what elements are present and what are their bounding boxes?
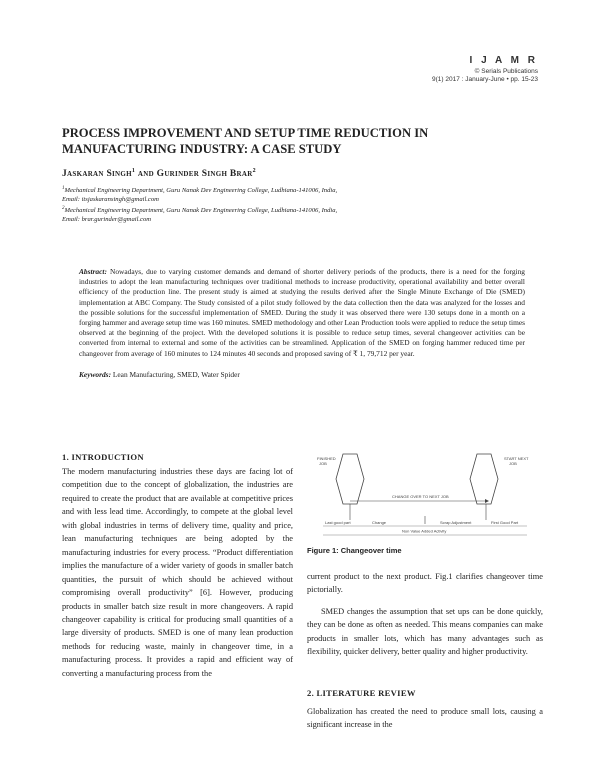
affiliation-1 xyxy=(62,184,482,204)
first-good-label: First Good Part xyxy=(491,520,519,525)
abstract-label: Abstract: xyxy=(79,267,107,276)
abstract xyxy=(79,267,525,359)
affiliation-2-email: Email: brar.gurinder@gmail.com xyxy=(62,216,152,224)
change-label: Change xyxy=(372,520,387,525)
right-paragraph-3: Globalization has created the need to produce small lots, causing a significant increase in the xyxy=(307,707,543,730)
changeover-label: CHANGE OVER TO NEXT JOB xyxy=(392,494,449,499)
authors-and: and xyxy=(135,169,157,180)
right-paragraph-2: SMED changes the assumption that set ups can be done quickly, they can be done as often as needed. This means companies can make products in smaller lots, which has many advantages such as flexibility, quicker delivery, better quality and higher productivity. xyxy=(307,607,543,657)
start-next-job-hexagon xyxy=(470,454,498,504)
author-1: Jaskaran Singh xyxy=(62,169,132,180)
abstract-text: Nowadays, due to varying customer demands and demand of shorter delivery periods of the products, there is a need for the forging industries to adopt the lean manufacturing techniques over traditional methods to increase productivity, operational availability and better overall efficiency of the production line. The present study is aimed at studying the results derived after the Single Minute Exchange of Die (SMED) implementation at ABC Company. The Study consisted of a pilot study followed by the data collection then the data was analyzed for the losses and the possible solutions for the successful implementation of SMED. During the study it was observed there were 130 setups done in a month on a forging hammer and average setup time was 160 minutes. SMED methodology and other Lean Production tools were applied to reduce the setup times observed at the beginning of the project. With the developed solutions it is possible to reduce setup times, several changeover activities can be converted from internal to external and some of the activities can be streamlined. Application of the SMED on forging hammer reduced time per changeover from average of 160 minutes to 124 minutes 40 seconds and proposed saving of ₹ 1, 79,712 per year. xyxy=(79,267,525,358)
keywords-label: Keywords: xyxy=(79,370,112,379)
journal-publisher: © Serials Publications xyxy=(474,68,538,75)
finished-job-label: JOB xyxy=(319,461,327,466)
changeover-arrowhead xyxy=(485,499,489,503)
authors xyxy=(62,168,256,179)
author-2: Gurinder Singh Brar xyxy=(156,169,253,180)
journal-name: I J A M R xyxy=(469,55,538,66)
start-next-label: START NEXT xyxy=(504,456,529,461)
affiliation-1-email: Email: itsjaskaransingh@gmail.com xyxy=(62,196,159,204)
author-1-sup: 1 xyxy=(131,168,136,174)
scrap-label: Scrap Adjustment xyxy=(440,520,472,525)
last-good-label: Last good part xyxy=(325,520,351,525)
affiliation-1-address: Mechanical Engineering Department, Guru Nanak Dev Engineering College, Ludhiana-141006, India, xyxy=(64,187,338,195)
changeover-diagram xyxy=(305,446,545,558)
finished-job-hexagon xyxy=(336,454,364,504)
author-2-sup: 2 xyxy=(252,168,256,174)
affiliation-2-address: Mechanical Engineering Department, Guru Nanak Dev Engineering College, Ludhiana-141006, India, xyxy=(64,207,338,215)
keywords xyxy=(79,370,240,379)
section-1-heading: 1. INTRODUCTION xyxy=(62,452,144,462)
right-paragraph-1: current product to the next product. Fig.1 clarifies changeover time pictorially. xyxy=(307,572,543,595)
section-2-heading: 2. LITERATURE REVIEW xyxy=(307,688,416,698)
section-1-paragraph: The modern manufacturing industries these days are facing lot of competition due to the concept of globalization, the industries are required to create the product that are available at competitive prices and with less lead time. Accordingly, to compete at the global level with global industries in terms of delivery time, quality and price, lean manufacturing techniques are being adopted by the manufacturing industries for every process. “Product differentiation implies the manufacture of a wider variety of goods in smaller batch quantities, the pursuit of which should be achieved without compromising overall productivity” [6]. However, producing products in smaller batch size result in more changeovers. A rapid changeover capability is critical for producing small quantities of a large diversity of products. SMED is one of many lean production methods for reducing waste, mainly in changeover time, in a manufacturing process. It provides a rapid and efficient way of converting a manufacturing process from the xyxy=(62,467,293,678)
finished-label: FINISHED xyxy=(317,456,336,461)
journal-header xyxy=(432,55,538,83)
keywords-text: Lean Manufacturing, SMED, Water Spider xyxy=(112,370,240,379)
paper-title: PROCESS IMPROVEMENT AND SETUP TIME REDUCTION IN MANUFACTURING INDUSTRY: A CASE STUDY xyxy=(62,126,429,156)
non-value-label: Non Value Added Activity xyxy=(402,528,447,534)
start-next-job-label: JOB xyxy=(509,461,517,466)
figure-changeover-time xyxy=(305,446,545,558)
journal-volume: 9(1) 2017 : January-June • pp. 15-23 xyxy=(432,76,538,83)
affiliation-1-num: 1 xyxy=(62,186,65,191)
figure-caption: Figure 1: Changeover time xyxy=(307,546,402,555)
affiliation-2 xyxy=(62,204,482,224)
affiliation-2-num: 2 xyxy=(62,206,65,211)
